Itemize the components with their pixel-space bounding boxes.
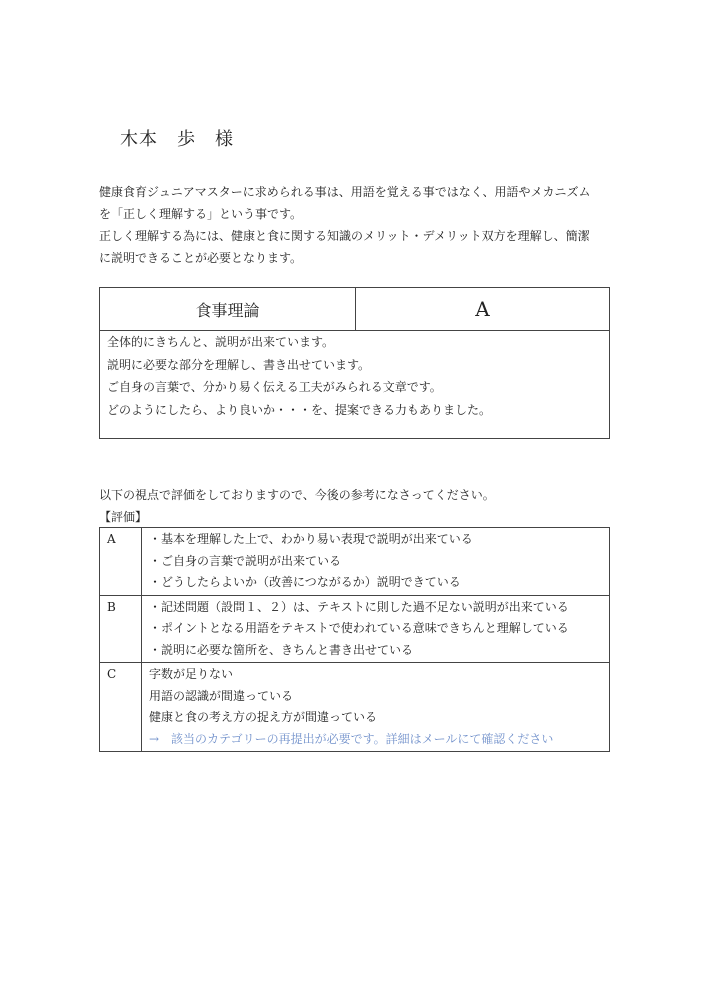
evaluation-row-c [100,663,609,751]
evaluation-criteria [142,528,609,595]
evaluation-grade: C [100,663,142,751]
criterion-item: 字数が足りない [149,667,234,681]
criterion-item: 健康と食の考え方の捉え方が間違っている [149,710,378,724]
intro-line: 正しく理解する為には、健康と食に関する知識のメリット・デメリット双方を理解し、簡潔 [99,229,590,243]
criterion-item: ・どうしたらよいか（改善につながるか）説明できている [149,575,461,589]
evaluation-row-b [100,596,609,664]
recipient-name: 木本 歩 様 [120,129,234,150]
result-header-row [100,288,609,331]
evaluation-title: 【評価】 [99,510,148,524]
intro-line: を「正しく理解する」という事です。 [99,207,303,221]
evaluation-criteria [142,663,609,751]
result-comments [100,331,609,421]
criterion-item: ・ご自身の言葉で説明が出来ている [149,553,342,568]
evaluation-grade: A [100,528,142,595]
evaluation-criteria [142,596,609,663]
criterion-item: ・説明に必要な箇所を、きちんと書き出せている [149,642,414,657]
evaluation-table [99,527,610,752]
comment-line: 全体的にきちんと、説明が出来ています。 [107,335,335,349]
comment-line: ご自身の言葉で、分かり易く伝える工夫がみられる文章です。 [107,380,442,394]
evaluation-grade: B [100,596,142,663]
criterion-item: ・基本を理解した上で、わかり易い表現で説明が出来ている [149,532,473,546]
result-subject: 食事理論 [100,288,356,330]
criterion-item: ・ポイントとなる用語をテキストで使われている意味できちんと理解している [149,621,569,635]
comment-line: 説明に必要な部分を理解し、書き出せています。 [107,357,371,372]
evaluation-intro: 以下の視点で評価をしておりますので、今後の参考になさってください。 [99,488,495,502]
criterion-item: ・記述問題（設問１、２）は、テキストに則した過不足ない説明が出来ている [149,599,569,614]
intro-line: に説明できることが必要となります。 [99,251,303,265]
result-grade: A [475,297,490,321]
criterion-item: 用語の認識が間違っている [149,688,294,703]
resubmission-note: → 該当のカテゴリーの再提出が必要です。詳細はメールにて確認ください [149,731,554,746]
intro-line: 健康食育ジュニアマスターに求められる事は、用語を覚える事ではなく、用語やメカニズム [99,185,591,199]
result-table [99,287,610,439]
evaluation-row-a [100,528,609,596]
intro-paragraph [99,181,619,269]
comment-line: どのようにしたら、より良いか・・・を、提案できる力もありました。 [107,402,492,417]
